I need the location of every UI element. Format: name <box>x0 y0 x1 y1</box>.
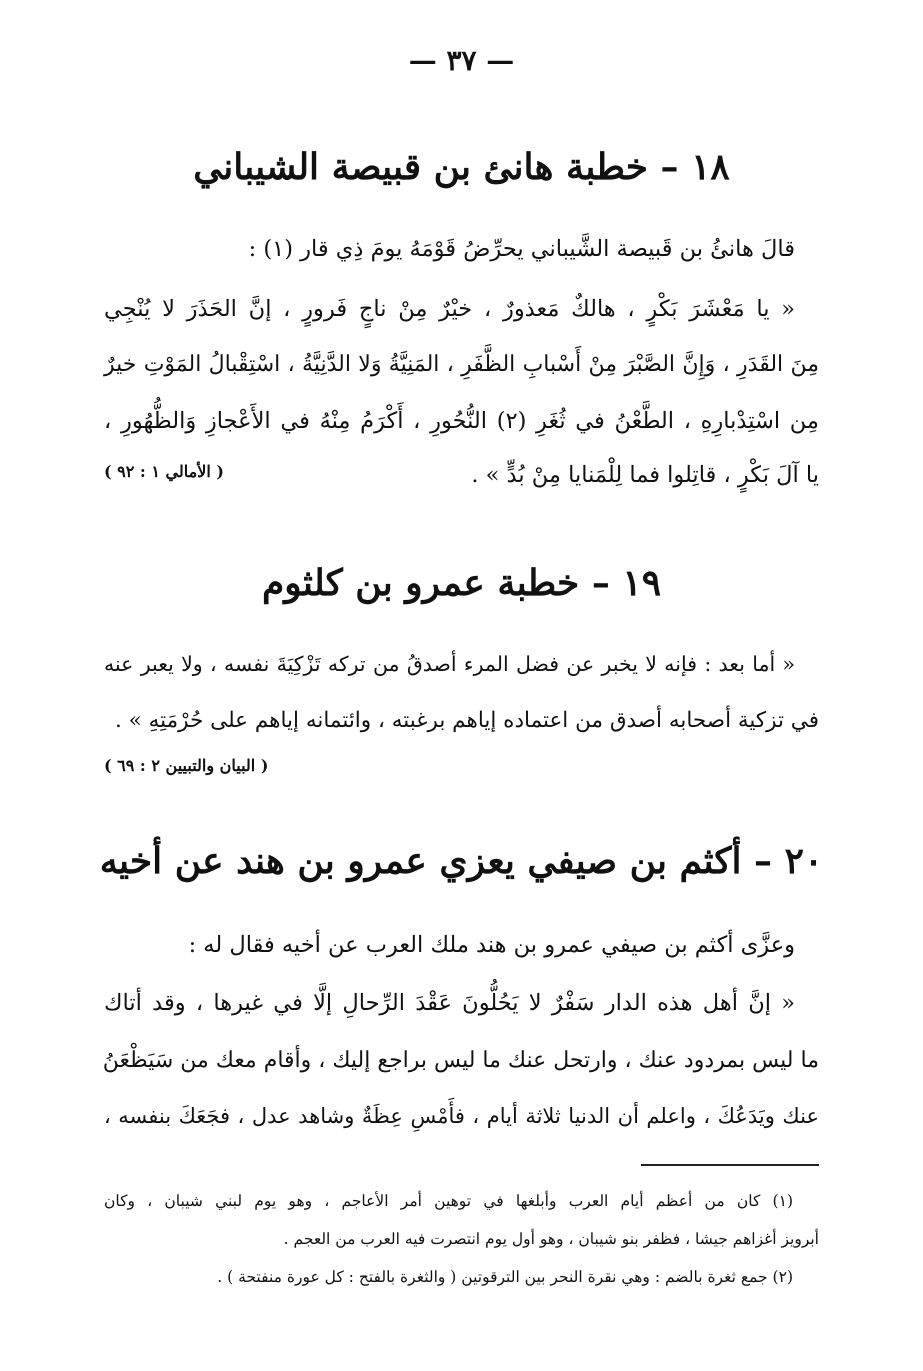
page-number: — ٣٧ — <box>408 44 515 77</box>
section-18-line-3: مِن اسْتِدْبارِهِ ، الطَّعْنُ في ثُغَرِ (٢) النُّحُورِ ، أَكْرَمُ مِنْهُ في الأَعْجازِ وَالظُّهُورِ ، <box>104 408 819 434</box>
footnote-separator <box>641 1164 819 1166</box>
section-19-line-2: في تزكية أصحابه أصدق من اعتماده إياهم برغبته ، وائتمانه إياهم على حُرْمَتِهِ » . <box>114 708 819 733</box>
section-19-source: ( البيان والتبيين ٢ : ٦٩ ) <box>104 756 269 775</box>
section-20-line-2: ما ليس بمردود عنك ، وارتحل عنك ما ليس براجع إليك ، وأقام معك من سَيَظْعَنُ <box>102 1048 819 1073</box>
section-18-line-4: يا آلَ بَكْرٍ ، قاتِلوا فما لِلْمَنايا مِنْ بُدٍّ » . <box>471 462 819 488</box>
section-19-title: ١٩ – خطبة عمرو بن كلثوم <box>261 562 662 604</box>
section-18-intro: قالَ هانئُ بن قَبيصة الشَّيباني يحرِّضُ قَوْمَهُ يومَ ذِي قار (١) : <box>248 236 795 262</box>
section-18-line-2: مِنَ القَدَرِ ، وَإِنَّ الصَّبْرَ مِنْ أَسْبابِ الظَّفَرِ ، المَنِيَّةُ وَلا الدَّنِيَّةُ ، اسْتِقْبالُ المَوْتِ خيرٌ <box>104 352 819 377</box>
section-20-line-3: عنك ويَدَعُكَ ، واعلم أن الدنيا ثلاثة أيام ، فأَمْسِ عِظَةٌ وشاهد عدل ، فجَعَكَ بنفسه ، <box>104 1104 819 1128</box>
footnote-1-line-1: (١) كان من أعظم أيام العرب وأبلغها في توهين أمر الأعاجم ، وهو يوم لبني شيبان ، وكان <box>104 1192 793 1210</box>
footnote-1-line-2: أبرويز أغزاهم جيشا ، فظفر بنو شيبان ، وهو أول يوم انتصرت فيه العرب من العجم . <box>283 1230 819 1248</box>
section-20-intro: وعزَّى أكثم بن صيفي عمرو بن هند ملك العرب عن أخيه فقال له : <box>188 932 795 958</box>
section-20-title: ٢٠ – أكثم بن صيفي يعزي عمرو بن هند عن أخيه <box>99 840 824 882</box>
section-18-line-1: « يا مَعْشَرَ بَكْرٍ ، هالكٌ مَعذورٌ ، خيْرٌ مِنْ ناجٍ فَرورٍ ، إنَّ الحَذَرَ لا يُنْجِي <box>104 296 795 322</box>
footnote-2: (٢) جمع ثغرة بالضم : وهي نقرة النحر بين الترقوتين ( والثغرة بالفتح : كل عورة منفتحة ) . <box>217 1268 793 1286</box>
section-20-line-1: « إنَّ أهل هذه الدار سَفْرٌ لا يَحُلُّونَ عَقْدَ الرِّحالِ إلَّا في غيرها ، وقد أتاك <box>104 990 795 1016</box>
section-19-line-1: « أما بعد : فإنه لا يخبر عن فضل المرء أصدقُ من تركه تَزْكِيَةَ نفسه ، ولا يعبر عنه <box>104 652 795 676</box>
section-18-source: ( الأمالي ١ : ٩٢ ) <box>104 462 224 481</box>
section-18-title: ١٨ – خطبة هانئ بن قبيصة الشيباني <box>193 146 730 188</box>
